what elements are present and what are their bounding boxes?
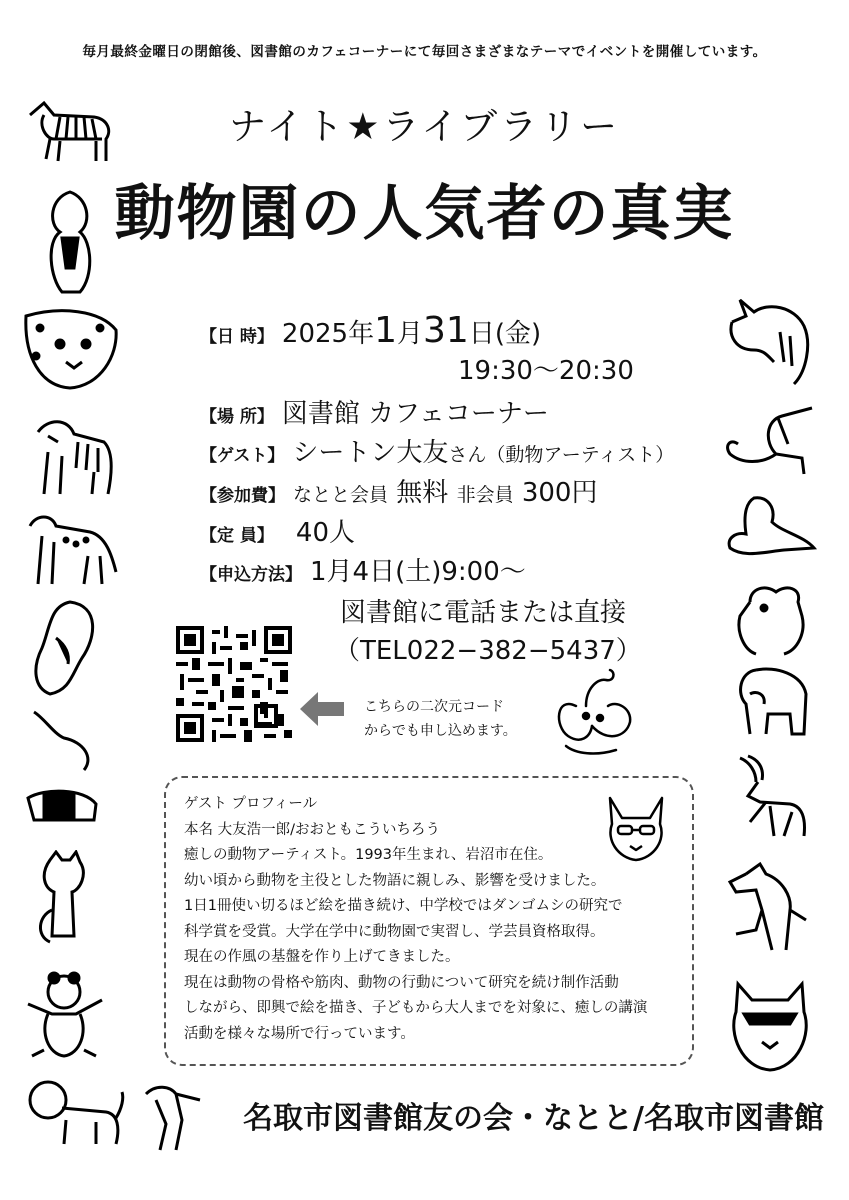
guest-label: 【ゲスト】	[200, 446, 285, 466]
capacity-value: 40人	[295, 518, 356, 548]
tapir-icon	[24, 708, 102, 828]
rhino-icon	[724, 292, 818, 388]
datetime-row	[200, 310, 541, 351]
seal-icon	[30, 598, 102, 698]
series-title: ナイト★ライブラリー	[228, 105, 621, 148]
profile-line: 1日1冊使い切るほど絵を描き続け、中学校ではダンゴムシの研究で	[184, 898, 623, 914]
fee-member-label: なとと会員	[293, 484, 389, 506]
datetime-label: 【日 時】	[200, 327, 274, 347]
qr-note-line2: からでも申し込めます。	[364, 723, 517, 739]
profile-line: 本名 大友浩一郎/おおともこういちろう	[184, 821, 440, 838]
profile-line: 癒しの動物アーティスト。1993年生まれ、岩沼市在住。	[184, 847, 553, 863]
datetime-year: 2025年	[281, 319, 375, 349]
wolf-icon	[600, 794, 672, 864]
rat-icon	[736, 582, 806, 656]
arrow-left-icon	[300, 692, 344, 726]
datetime-weekday: (金)	[494, 319, 542, 349]
capacity-label: 【定 員】	[200, 526, 274, 546]
profile-line: 現在は動物の骨格や筋肉、動物の行動について研究を続け制作活動	[184, 974, 619, 991]
profile-line: 現在の作風の基盤を作り上げてきました。	[184, 949, 460, 965]
qr-code[interactable]	[176, 626, 292, 742]
datetime-time: 19:30〜20:30	[458, 356, 634, 386]
raccoon-icon	[728, 978, 812, 1074]
cheetah-icon	[26, 506, 122, 588]
qr-note	[364, 695, 517, 743]
fee-member-value: 無料	[396, 478, 449, 508]
leopard-icon	[20, 306, 120, 392]
apply-row	[200, 551, 526, 588]
meerkat-icon	[136, 1080, 206, 1152]
capacity-row	[200, 512, 355, 549]
skunk-icon	[40, 188, 100, 298]
guest-name: シートン大友	[292, 438, 449, 468]
profile-heading: ゲスト プロフィール	[184, 796, 318, 812]
zebra-icon	[24, 95, 116, 167]
main-title: 動物園の人気者の真実	[114, 179, 735, 249]
footer-organizer: 名取市図書館友の会・なとと/名取市図書館	[243, 1101, 824, 1136]
apply-tel: （TEL022−382−5437）	[334, 636, 642, 666]
place-row	[200, 393, 549, 430]
datetime-day-unit: 日	[468, 319, 495, 349]
lion-icon	[26, 1078, 126, 1148]
elephant-icon	[736, 664, 810, 738]
sea-lion-icon	[724, 492, 818, 564]
anteater-icon	[722, 398, 818, 478]
qr-note-line1: こちらの二次元コード	[364, 699, 504, 715]
guest-role: （動物アーティスト）	[486, 444, 675, 466]
horse-icon	[726, 860, 812, 956]
profile-line: 活動を様々な場所で行っています。	[184, 1025, 415, 1042]
apply-label: 【申込方法】	[200, 565, 302, 585]
guest-honorific: さん	[448, 444, 487, 466]
apply-method: 図書館に電話または直接	[340, 598, 627, 628]
elephant-head-icon	[546, 666, 636, 758]
red-panda-icon	[36, 850, 92, 946]
intro-text: 毎月最終金曜日の閉館後、図書館のカフェコーナーにて毎回さまざまなテーマでイベントを開催しています。	[82, 44, 767, 60]
fee-label: 【参加費】	[200, 486, 285, 506]
tiger-icon	[28, 412, 116, 498]
datetime-month: 1	[374, 310, 397, 351]
datetime-month-unit: 月	[397, 319, 424, 349]
place-label: 【場 所】	[200, 407, 274, 427]
place-value: 図書館 カフェコーナー	[281, 399, 549, 429]
profile-line: しながら、即興で絵を描き、子どもから大人までを対象に、癒しの講演	[184, 1000, 648, 1016]
fee-nonmember-label: 非会員	[456, 484, 514, 506]
antelope-icon	[730, 752, 810, 840]
fee-row	[200, 472, 597, 509]
profile-line: 科学賞を受賞。大学在学中に動物園で実習し、学芸員資格取得。	[184, 923, 605, 940]
fee-nonmember-value: 300円	[521, 478, 598, 508]
panda-icon	[18, 970, 110, 1060]
guest-row	[200, 432, 674, 469]
datetime-day: 31	[423, 310, 469, 351]
apply-start: 1月4日(土)9:00〜	[310, 557, 526, 587]
profile-line: 幼い頃から動物を主役とした物語に親しみ、影響を受けました。	[184, 872, 606, 889]
